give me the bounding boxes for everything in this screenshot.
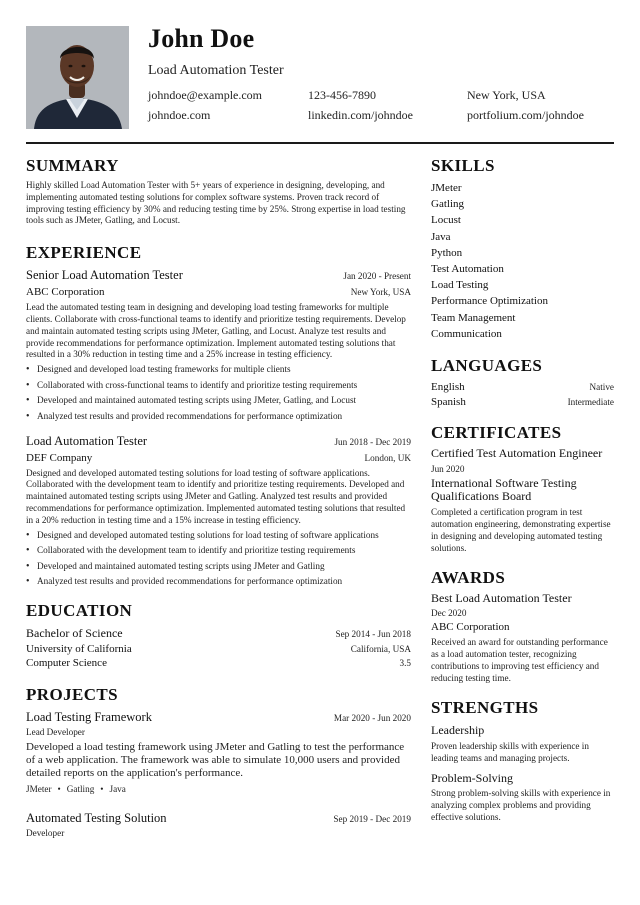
section-title: EXPERIENCE bbox=[26, 243, 142, 263]
award-date: Dec 2020 bbox=[431, 608, 467, 619]
certificate-title: Certified Test Automation Engineer bbox=[431, 446, 603, 461]
section-title: EDUCATION bbox=[26, 601, 133, 621]
project-date: Sep 2019 - Dec 2019 bbox=[333, 814, 411, 825]
strength-description: Strong problem-solving skills with experience in analyzing complex problems and providing effective solutions. bbox=[431, 788, 611, 823]
language-level: Native bbox=[589, 382, 614, 393]
certificates-section bbox=[431, 423, 614, 554]
job-bullets bbox=[26, 364, 411, 422]
list-item: • Collaborated with the development team to identify and prioritize testing requirements bbox=[26, 545, 411, 556]
section-title: SKILLS bbox=[431, 156, 495, 175]
project-role: Lead Developer bbox=[26, 727, 85, 738]
job-bullets bbox=[26, 530, 411, 588]
job-location: New York, USA bbox=[350, 287, 411, 298]
strengths-section bbox=[431, 698, 614, 823]
job-date: Jan 2020 - Present bbox=[343, 271, 411, 282]
resume-header bbox=[26, 26, 614, 129]
job-title: Senior Load Automation Tester bbox=[26, 268, 183, 283]
contact-website[interactable]: johndoe.com bbox=[148, 108, 211, 122]
project-description: Developed a load testing framework using JMeter and Gatling to test the performance of a web application. The framework was able to simulate 10,000 users and provided detailed reports on the application's performance. bbox=[26, 741, 405, 780]
education-school: University of California bbox=[26, 643, 132, 656]
summary-section bbox=[26, 156, 411, 227]
contact-phone[interactable]: 123-456-7890 bbox=[308, 88, 376, 102]
section-title: SUMMARY bbox=[26, 156, 119, 175]
language-name: Spanish bbox=[431, 396, 466, 409]
project-entry bbox=[26, 710, 411, 794]
language-level: Intermediate bbox=[567, 397, 614, 408]
project-tag: JMeter bbox=[26, 784, 52, 795]
list-item: • Designed and developed load testing frameworks for multiple clients bbox=[26, 364, 411, 375]
header-divider bbox=[26, 142, 614, 144]
project-role: Developer bbox=[26, 828, 65, 839]
project-tag: Gatling bbox=[66, 784, 95, 795]
contact-portfolio[interactable]: portfolium.com/johndoe bbox=[467, 108, 584, 122]
certificate-title: International Software Testing Qualifications Board bbox=[431, 475, 577, 504]
main-column bbox=[26, 156, 411, 852]
section-title: STRENGTHS bbox=[431, 698, 539, 718]
language-name: English bbox=[431, 381, 465, 394]
job-company: DEF Company bbox=[26, 451, 93, 464]
certificate-description: Completed a certification program in test automation engineering, demonstrating expertise in designing and developing automated testing solutions. bbox=[431, 506, 611, 553]
projects-section bbox=[26, 685, 411, 838]
education-section bbox=[26, 601, 411, 669]
profile-photo bbox=[26, 26, 129, 129]
skill-item: Performance Optimization bbox=[431, 295, 548, 308]
skills-section bbox=[431, 156, 614, 342]
skill-item: Load Testing bbox=[431, 279, 489, 292]
languages-section bbox=[431, 356, 614, 408]
award-description: Received an award for outstanding performance as a load automation tester, recognizing contributions to improving test efficiency and reducing testing time. bbox=[431, 637, 608, 684]
list-item: • Developed and maintained automated testing scripts using JMeter, Gatling, and Locust bbox=[26, 395, 411, 406]
job-entry bbox=[26, 268, 411, 421]
list-item: • Developed and maintained automated testing scripts using JMeter and Gatling bbox=[26, 561, 411, 572]
award-organization: ABC Corporation bbox=[431, 621, 510, 634]
job-location: London, UK bbox=[364, 452, 411, 463]
section-title: LANGUAGES bbox=[431, 356, 543, 376]
candidate-name: John Doe bbox=[148, 24, 255, 53]
education-date: Sep 2014 - Jun 2018 bbox=[335, 629, 411, 640]
education-field: Computer Science bbox=[26, 657, 107, 670]
project-entry bbox=[26, 811, 411, 838]
side-column bbox=[431, 156, 614, 837]
experience-section bbox=[26, 243, 411, 587]
skill-item: Communication bbox=[431, 327, 502, 340]
strength-description: Proven leadership skills with experience in leading teams and managing projects. bbox=[431, 740, 589, 763]
skill-item: Test Automation bbox=[431, 263, 504, 276]
project-tags: JMeter • Gatling • Java bbox=[26, 784, 126, 795]
job-description: Designed and developed automated testing solutions for load testing of software applications. Collaborated with the development team to identify and prioritize testing requirements. Developed and maintained automated testing scripts using JMeter and Gatling. Analyzed test results and provided recommendations for performance optimization. Implemented automated testing solutions that resulted in a 20% reduction in testing time and a 15% increase in testing efficiency. bbox=[26, 467, 406, 525]
list-item: • Collaborated with cross-functional teams to identify and prioritize testing requirements bbox=[26, 380, 411, 391]
job-date: Jun 2018 - Dec 2019 bbox=[334, 436, 411, 447]
section-title: CERTIFICATES bbox=[431, 423, 562, 443]
project-title: Load Testing Framework bbox=[26, 710, 152, 725]
project-tag: Java bbox=[109, 784, 126, 795]
person-avatar-icon bbox=[26, 26, 129, 129]
skill-item: Python bbox=[431, 246, 463, 259]
job-title: Load Automation Tester bbox=[26, 433, 148, 448]
contact-linkedin[interactable]: linkedin.com/johndoe bbox=[308, 108, 413, 122]
awards-section bbox=[431, 568, 614, 685]
list-item: • Analyzed test results and provided recommendations for performance optimization bbox=[26, 411, 411, 422]
skill-item: Locust bbox=[431, 214, 461, 227]
education-location: California, USA bbox=[350, 644, 411, 655]
contact-location: New York, USA bbox=[467, 88, 546, 102]
skill-item: Gatling bbox=[431, 198, 464, 211]
list-item: • Designed and developed automated testing solutions for load testing of software applications bbox=[26, 530, 411, 541]
skills-list bbox=[431, 180, 614, 342]
award-name: Best Load Automation Tester bbox=[431, 590, 572, 605]
project-title: Automated Testing Solution bbox=[26, 811, 167, 826]
skill-item: Team Management bbox=[431, 311, 516, 324]
section-title: AWARDS bbox=[431, 567, 506, 587]
strength-name: Leadership bbox=[431, 723, 485, 738]
job-company: ABC Corporation bbox=[26, 286, 105, 299]
contact-email[interactable]: johndoe@example.com bbox=[148, 88, 263, 102]
job-entry bbox=[26, 434, 411, 587]
summary-text: Highly skilled Load Automation Tester with 5+ years of experience in designing, developing, and implementing automated testing solutions for complex software systems. Proven track record of improving testing efficiency by 30% and reducing testing time by 25%. Strong expertise in load testing tools such as JMeter, Gatling, and Locust. bbox=[26, 180, 406, 226]
project-date: Mar 2020 - Jun 2020 bbox=[333, 713, 411, 724]
strength-name: Problem-Solving bbox=[431, 770, 514, 785]
certificate-date: Jun 2020 bbox=[431, 463, 465, 474]
list-item: • Analyzed test results and provided recommendations for performance optimization bbox=[26, 576, 411, 587]
candidate-role: Load Automation Tester bbox=[148, 63, 284, 78]
education-degree: Bachelor of Science bbox=[26, 626, 123, 641]
section-title: PROJECTS bbox=[26, 685, 118, 705]
skill-item: JMeter bbox=[431, 182, 462, 194]
skill-item: Java bbox=[431, 230, 451, 243]
job-description: Lead the automated testing team in designing and developing load testing frameworks for multiple clients. Collaborate with cross-functional teams to identify and prioritize testing requirements. Develop and maintain automated testing scripts using JMeter, Gatling, and Locust. Analyze test results and provide recommendations for performance optimization. Implement automated testing solutions that resulted in a 30% reduction in testing time and a 25% increase in testing efficiency. bbox=[26, 302, 406, 360]
education-gpa: 3.5 bbox=[399, 658, 411, 669]
